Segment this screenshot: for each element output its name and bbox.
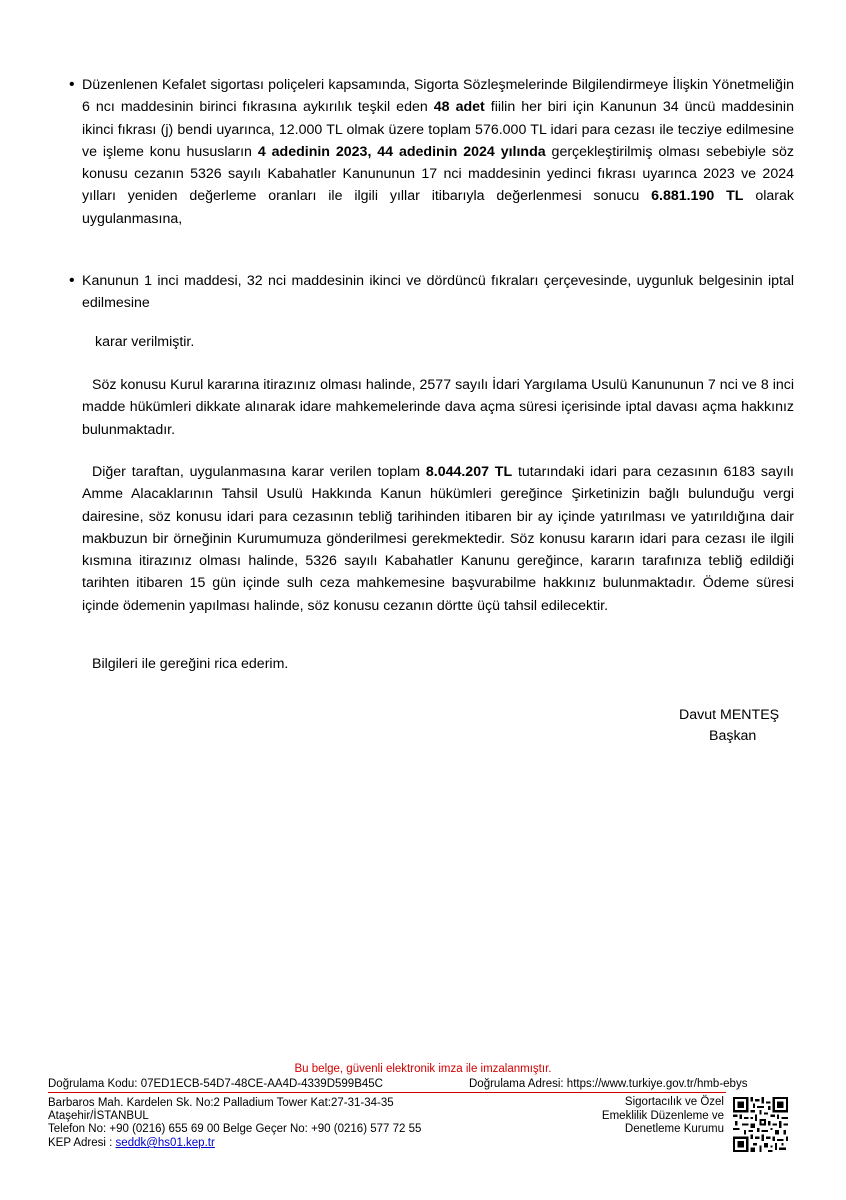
- fine-total: 6.881.190 TL: [651, 188, 744, 205]
- fine-years: 4 adedinin 2023, 44 adedinin 2024 yılında: [257, 143, 546, 160]
- payment-paragraph: [82, 461, 794, 617]
- verification-address[interactable]: Doğrulama Adresi: https://www.turkiye.gov.tr/hmb-ebys: [469, 1078, 748, 1090]
- footer-divider: [48, 1092, 726, 1093]
- org-line-2: Emeklilik Düzenleme ve: [601, 1109, 724, 1122]
- fine-text-1: Düzenlenen Kefalet sigortası poliçeleri kapsamında, Sigorta Sözleşmelerinde Bilgilendirmeye İlişkin Yönetmeliğin 6 ncı maddesinin birinci fıkrasına aykırılık teşkil eden: [82, 77, 794, 116]
- signatory-title: Başkan: [709, 728, 757, 744]
- objection-paragraph: [82, 374, 794, 441]
- bullet-dot-icon: •: [69, 272, 75, 289]
- verification-code: Doğrulama Kodu: 07ED1ECB-54D7-48CE-AA4D-4339D599B45C: [48, 1078, 383, 1090]
- phone-fax: Telefon No: +90 (0216) 655 69 00 Belge Geçer No: +90 (0216) 577 72 55: [48, 1123, 422, 1135]
- address-line-1: Barbaros Mah. Kardelen Sk. No:2 Palladium Tower Kat:27-31-34-35: [48, 1097, 394, 1109]
- organization-name: [602, 1096, 724, 1137]
- decision-line: karar verilmiştir.: [95, 334, 195, 350]
- closing-text: Bilgileri ile gereğini rica ederim.: [92, 656, 289, 672]
- bullet-item-fine: [69, 74, 794, 230]
- fine-text-2: fiilin her biri için Kanunun 34 üncü maddesinin ikinci fıkrası (j) bendi uyarınca, 12.000 TL olmak üzere toplam 576.000 TL idari para cezası ile tecziye edilmesine ve işleme konu hususların: [82, 99, 794, 160]
- payment-text-2: tutarındaki idari para cezasının 6183 sayılı Amme Alacaklarının Tahsil Usulü Hakkında Kanun hükümleri gereğince Şirketinizin bağlı bulunduğu vergi dairesine, söz konusu idari para cezasının tebliğ tarihinden itibaren bir ay içinde yatırılması ve yatırıldığına dair makbuzun bir örneğinin Kurumumuza gönderilmesi gerekmektedir. Söz konusu kararın idari para cezası ile ilgili kısmına itirazınız olması halinde, 5326 sayılı Kabahatler Kanunu gereğince, kararın tarafınıza tebliğ edildiği tarihten itibaren 15 gün içinde sulh ceza mahkemesine başvurabilme hakkınız bulunmaktadır. Ödeme süresi içinde ödemenin yapılması halinde, söz konusu cezanın dörtte üçü tahsil edilecektir.: [82, 464, 794, 614]
- kep-address-line: [48, 1136, 215, 1150]
- payment-amount: 8.044.207 TL: [425, 464, 513, 480]
- fine-count: 48 adet: [433, 99, 485, 116]
- certificate-text: Kanunun 1 inci maddesi, 32 nci maddesinin ikinci ve dördüncü fıkraları çerçevesinde, uygunluk belgesinin iptal edilmesine: [82, 273, 794, 312]
- payment-text-1: Diğer taraftan, uygulanmasına karar verilen toplam: [92, 464, 426, 480]
- bullet-item-certificate: [69, 270, 794, 315]
- objection-text: Söz konusu Kurul kararına itirazınız olması halinde, 2577 sayılı İdari Yargılama Usulü Kanununun 7 nci ve 8 inci madde hükümleri dikkate alınarak idare mahkemelerinde dava açma süresi içerisinde iptal davası açma hakkınız bulunmaktadır.: [82, 377, 794, 438]
- org-line-3: Denetleme Kurumu: [624, 1123, 724, 1135]
- address-line-2: Ataşehir/İSTANBUL: [48, 1110, 149, 1122]
- signatory-name: Davut MENTEŞ: [679, 707, 780, 723]
- fine-text-4: olarak uygulanmasına,: [82, 188, 794, 227]
- org-line-1: Sigortacılık ve Özel: [624, 1096, 724, 1108]
- kep-address-link[interactable]: seddk@hs01.kep.tr: [115, 1137, 215, 1149]
- fine-text-3: gerçekleştirilmiş olması sebebiyle söz konusu cezanın 5326 sayılı Kabahatler Kanununun 17 nci maddesinin yedinci fıkrası uyarınca 2023 ve 2024 yılları yeniden değerleme oranları ile ilgili yıllar itibarıyla değerlenmesi sonucu: [82, 143, 794, 205]
- closing-line: [82, 653, 794, 675]
- e-signature-notice: Bu belge, güvenli elektronik imza ile imzalanmıştır.: [294, 1063, 552, 1075]
- qr-code-icon: [733, 1097, 788, 1152]
- bullet-dot-icon: •: [69, 76, 75, 93]
- kep-label: KEP Adresi :: [48, 1137, 116, 1149]
